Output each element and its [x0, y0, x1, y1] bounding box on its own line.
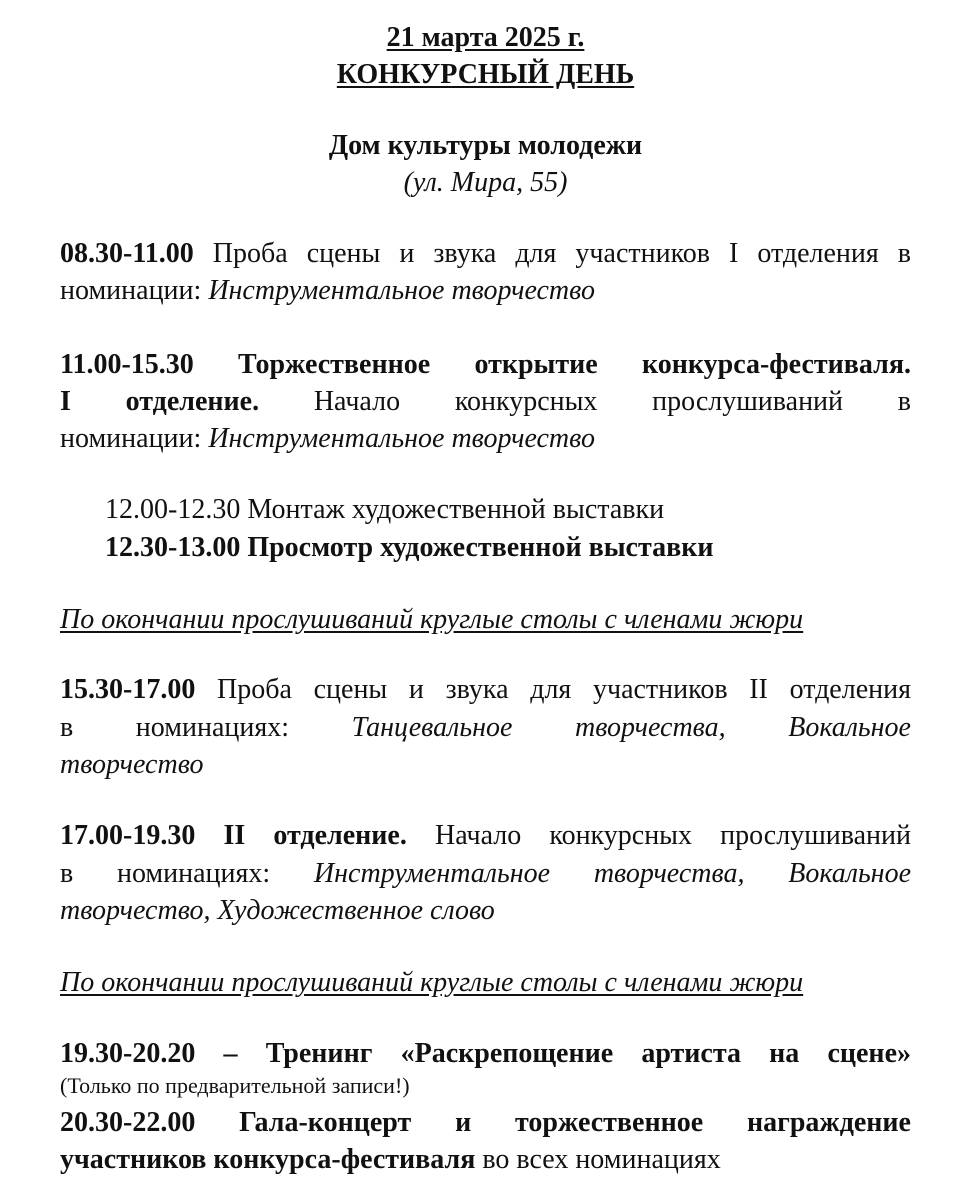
schedule-item-soundcheck-2: [60, 671, 911, 708]
label: в номинациях:: [60, 712, 352, 743]
schedule-item-section-2: [60, 817, 911, 854]
label: в номинациях:: [60, 858, 314, 889]
schedule-item-line: [60, 420, 911, 457]
label: номинации:: [60, 275, 209, 306]
schedule-item-line: творчество: [60, 749, 204, 780]
training-note: (Только по предварительной записи!): [60, 1073, 410, 1098]
schedule-item-soundcheck-1: [60, 235, 911, 272]
schedule-item-line: творчество, Художественное слово: [60, 895, 495, 926]
label: номинации:: [60, 423, 209, 454]
date-heading: 21 марта 2025 г.: [386, 22, 585, 53]
schedule-item-line: [60, 855, 911, 892]
jury-note: По окончании прослушиваний круглые столы с членами жюри: [60, 604, 804, 635]
venue-name: Дом культуры молодежи: [328, 130, 643, 161]
page-title: КОНКУРСНЫЙ ДЕНЬ: [336, 59, 635, 90]
description: во всех номинациях: [475, 1144, 721, 1175]
venue-address: (ул. Мира, 55): [403, 167, 568, 198]
time: 15.30-17.00: [60, 674, 196, 705]
description: Начало конкурсных прослушиваний: [406, 820, 911, 851]
time: 08.30-11.00: [60, 238, 194, 269]
jury-note: По окончании прослушиваний круглые столы с членами жюри: [60, 967, 804, 998]
schedule-item-line: [60, 272, 911, 309]
schedule-item-line: [60, 1141, 911, 1178]
schedule-item-line: [60, 709, 911, 746]
schedule-item-opening: 11.00-15.30 Торжественное открытие конкурса-фестиваля.: [60, 349, 911, 380]
section-label: I отделение.: [60, 386, 260, 417]
sub-item-exhibition-viewing: 12.30-13.00 Просмотр художественной выставки: [105, 532, 714, 563]
schedule-item-training: 19.30-20.20 – Тренинг «Раскрепощение артиста на сцене»: [60, 1038, 911, 1069]
schedule-item-line: [60, 383, 911, 420]
sub-item-exhibition-setup: 12.00-12.30 Монтаж художественной выставки: [105, 494, 665, 525]
description: Проба сцены и звука для участников II отделения: [195, 674, 911, 705]
nomination: Танцевальное творчества, Вокальное: [351, 712, 911, 743]
participants: участников конкурса-фестиваля: [60, 1144, 476, 1175]
nomination: Инструментальное творчество: [208, 423, 595, 454]
description: Начало конкурсных прослушиваний в: [259, 386, 911, 417]
schedule-item-gala: 20.30-22.00 Гала-концерт и торжественное награждение: [60, 1107, 911, 1138]
nomination: Инструментальное творчества, Вокальное: [313, 858, 911, 889]
time: 17.00-19.30 II отделение.: [60, 820, 407, 851]
nomination: Инструментальное творчество: [208, 275, 595, 306]
description: Проба сцены и звука для участников I отделения в: [193, 238, 911, 269]
